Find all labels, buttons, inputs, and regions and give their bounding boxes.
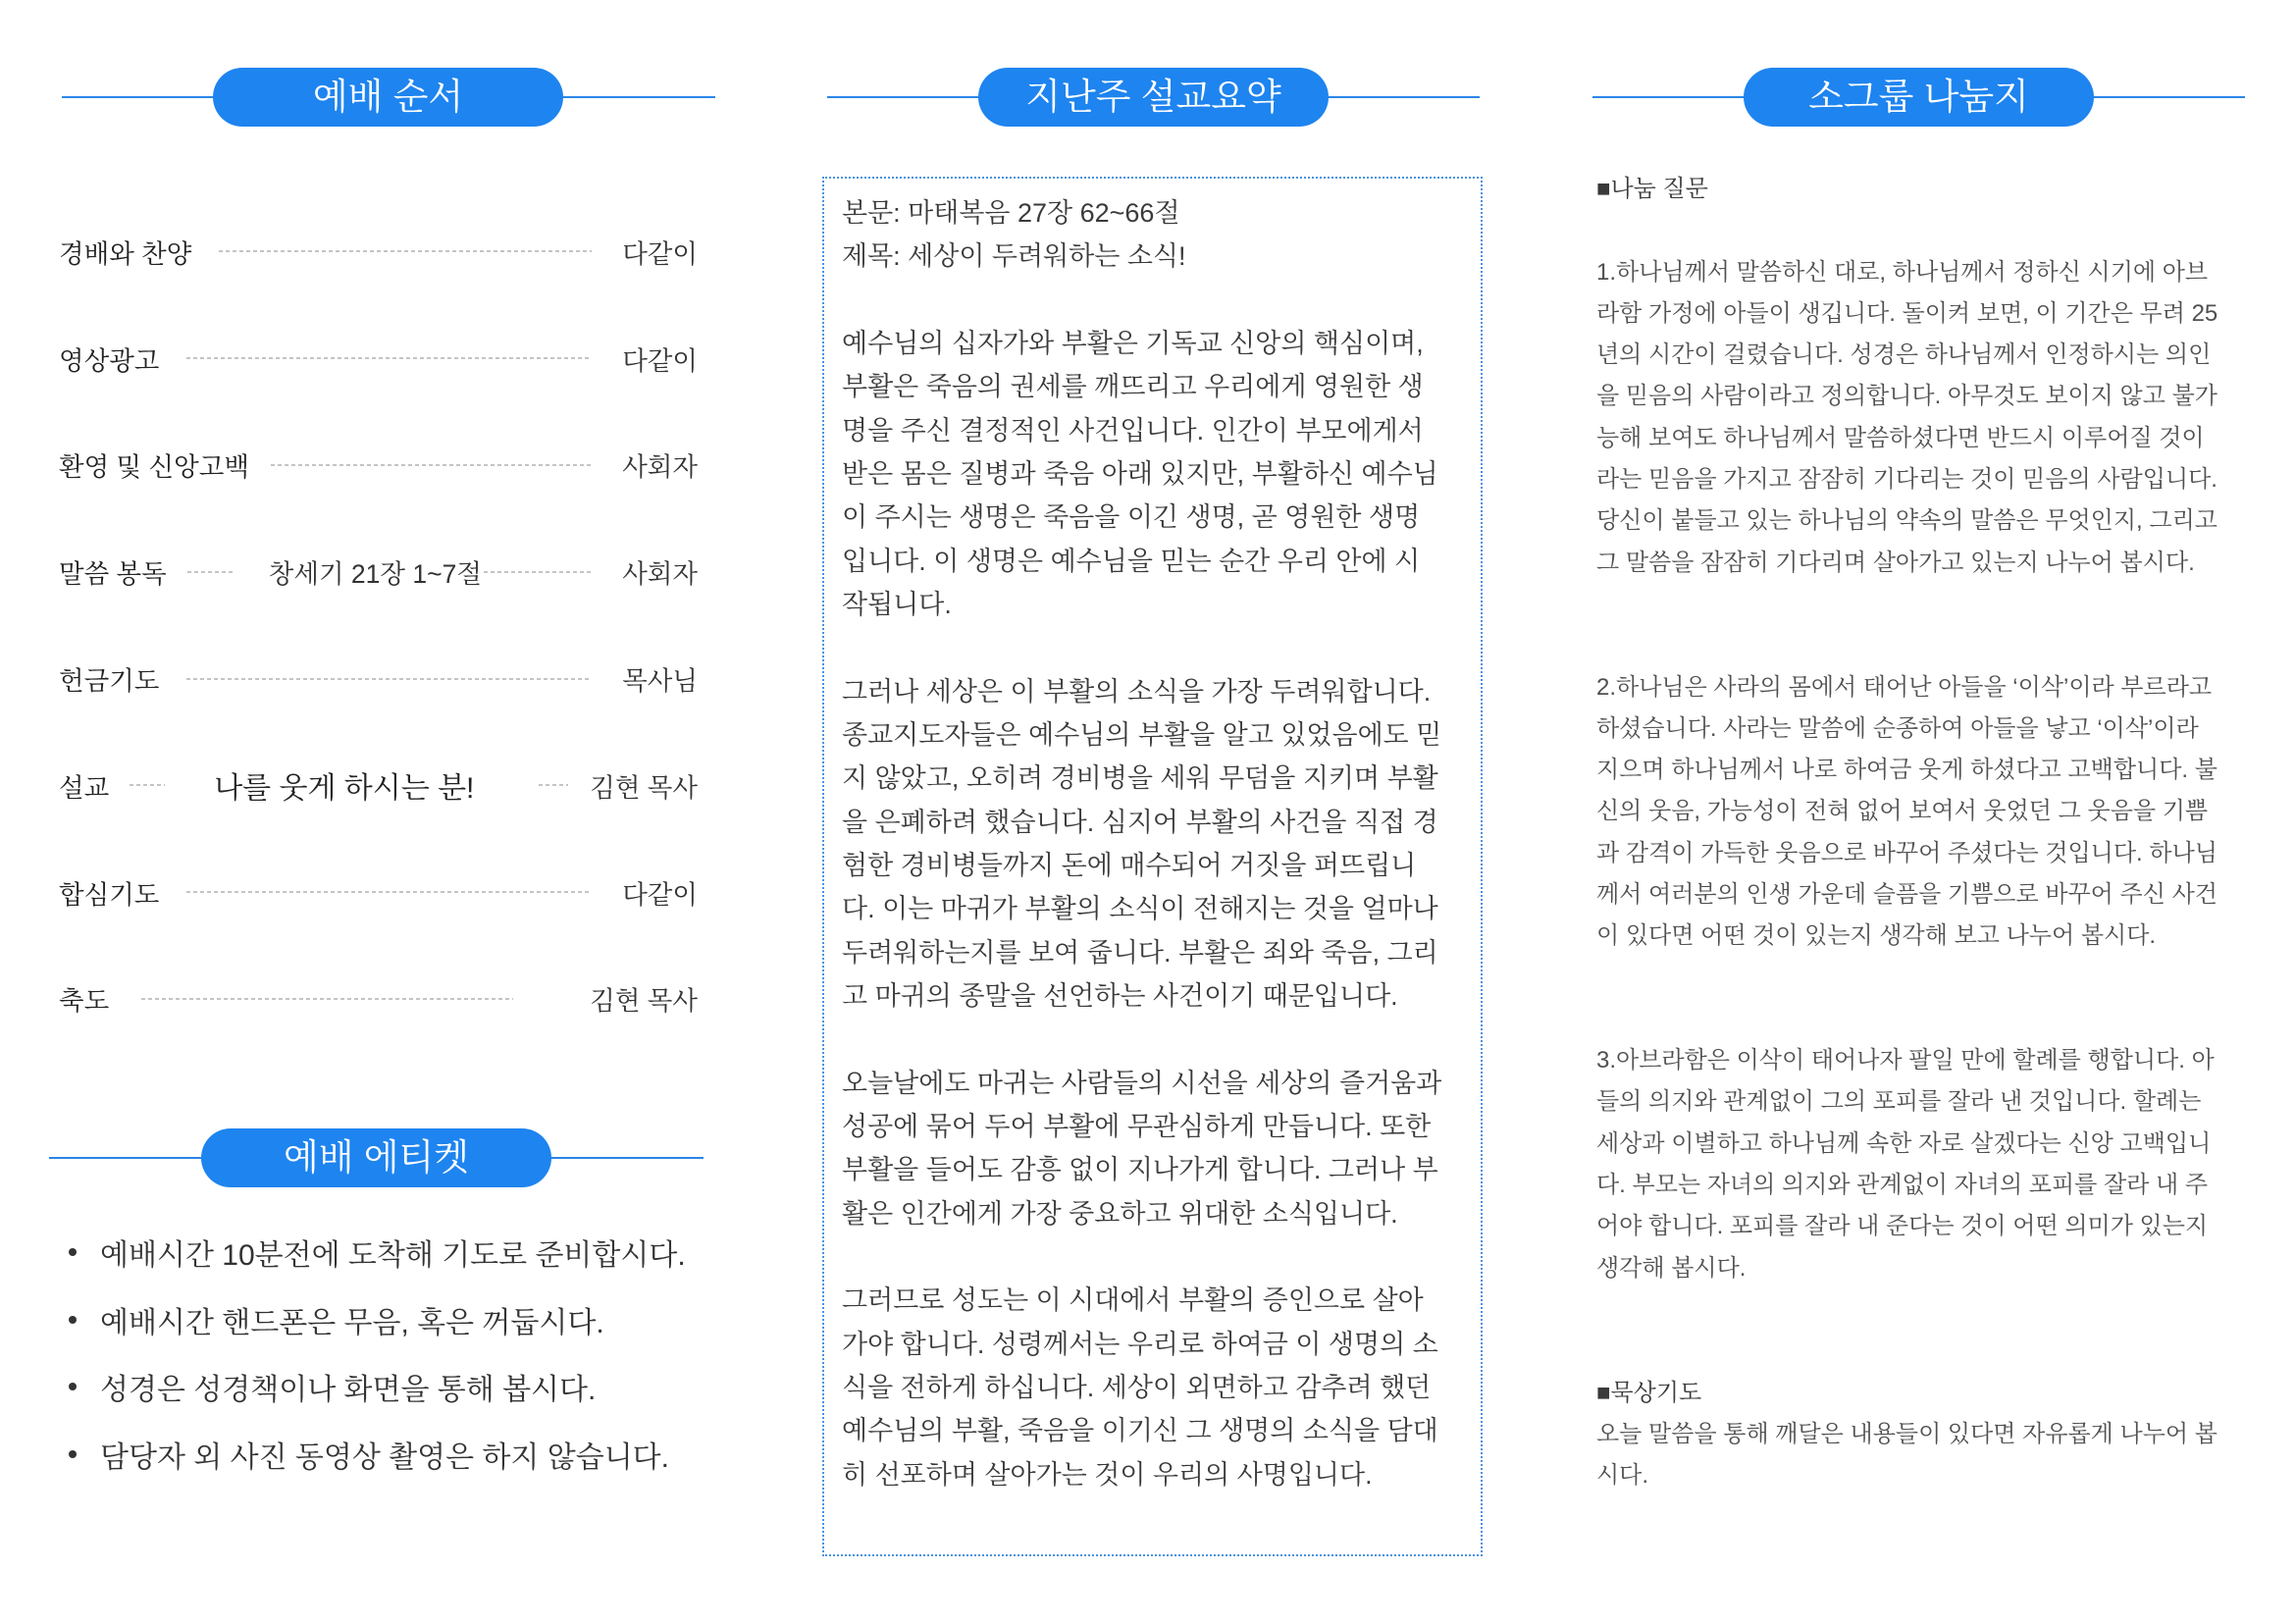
etiquette-list: [59, 1219, 765, 1488]
text-line: 이 있다면 어떤 것이 있는지 생각해 보고 나누어 봅시다.: [1596, 922, 2157, 950]
text-line: 생각해 봅시다.: [1596, 1254, 1747, 1282]
text-line: 어야 합니다. 포피를 잘라 내 준다는 것이 어떤 의미가 있는지: [1596, 1213, 2209, 1240]
text-line: 지으며 하나님께서 나로 하여금 웃게 하셨다고 고백합니다. 불: [1596, 757, 2218, 784]
leader-dashes: [186, 891, 592, 893]
order-item-leader: 사회자: [622, 559, 698, 590]
text-line: 예수님의 부활, 죽음을 이기신 그 생명의 소식을 담대: [842, 1416, 1438, 1446]
text-line: 두려워하는지를 보여 줍니다. 부활은 죄와 죽음, 그리: [842, 937, 1438, 968]
text-line: 부활을 들어도 감흥 없이 지나가게 합니다. 그러나 부: [842, 1155, 1438, 1185]
sermon-paragraph: [842, 322, 1471, 626]
sermon-summary-title: 지난주 설교요약: [978, 68, 1329, 127]
text-line: 받은 몸은 질병과 죽음 아래 있지만, 부활하신 예수님: [842, 458, 1438, 489]
sharing-question: [1596, 1040, 2283, 1289]
order-item-label: 합심기도: [59, 879, 160, 910]
scripture-reference: 본문: 마태복음 27장 62~66절: [842, 198, 1180, 228]
sharing-questions-heading: ■나눔 질문: [1596, 176, 1708, 202]
etiquette-text: 예배시간 10분전에 도착해 기도로 준비합시다.: [100, 1239, 686, 1273]
order-item-leader: 다같이: [622, 345, 698, 376]
text-line: 하셨습니다. 사라는 말씀에 순종하여 아들을 낳고 ‘이삭’이라: [1596, 714, 2199, 742]
order-item-label: 말씀 봉독: [59, 559, 167, 590]
leader-dashes: [186, 357, 592, 359]
text-line: 세상과 이별하고 하나님께 속한 자로 살겠다는 신앙 고백입니: [1596, 1129, 2212, 1157]
text-line: 가야 합니다. 성령께서는 우리로 하여금 이 생명의 소: [842, 1329, 1438, 1359]
order-item-label: 축도: [59, 986, 110, 1017]
etiquette-text: 예배시간 핸드폰은 무음, 혹은 꺼둡시다.: [100, 1306, 604, 1339]
scripture-passage: 창세기 21장 1~7절: [268, 559, 482, 590]
order-item: [59, 839, 698, 946]
order-item-leader: 다같이: [622, 879, 698, 910]
leader-dashes: [141, 998, 513, 1000]
sharing-question-list: [1596, 252, 2283, 1289]
order-item: [59, 625, 698, 732]
list-item: [59, 1421, 765, 1489]
sermon-title: 제목: 세상이 두려워하는 소식!: [842, 241, 1186, 272]
text-line: 다. 이는 마귀가 부활의 소식이 전해지는 것을 얼마나: [842, 894, 1438, 924]
small-group-sharing: [1596, 169, 2283, 1496]
order-item: [59, 946, 698, 1053]
text-line: 명을 주신 결정적인 사건입니다. 인간이 부모에게서: [842, 415, 1424, 445]
order-item: [59, 305, 698, 412]
order-item-leader: 김현 목사: [590, 986, 698, 1017]
text-line: 그 말씀을 잠잠히 기다리며 살아가고 있는지 나누어 봅시다.: [1596, 549, 2195, 576]
text-line: 3.아브라함은 이삭이 태어나자 팔일 만에 할례를 행합니다. 아: [1596, 1047, 2215, 1074]
sharing-question: [1596, 252, 2283, 584]
order-item-label: 헌금기도: [59, 666, 160, 697]
text-line: 년의 시간이 걸렸습니다. 성경은 하나님께서 인정하시는 의인: [1596, 341, 2212, 369]
bullet-dot: [69, 1248, 77, 1256]
text-line: 을 믿음의 사람이라고 정의합니다. 아무것도 보이지 않고 불가: [1596, 383, 2218, 410]
text-line: 작됩니다.: [842, 589, 952, 619]
text-line: 그러므로 성도는 이 시대에서 부활의 증인으로 살아: [842, 1285, 1424, 1316]
order-item-leader: 목사님: [622, 666, 698, 697]
sermon-paragraph: [842, 1279, 1471, 1496]
text-line: 히 선포하며 살아가는 것이 우리의 사명입니다.: [842, 1459, 1373, 1490]
small-group-title: 소그룹 나눔지: [1744, 68, 2094, 127]
text-line: 당신이 붙들고 있는 하나님의 약속의 말씀은 무엇인지, 그리고: [1596, 507, 2218, 535]
text-line: 예수님의 십자가와 부활은 기독교 신앙의 핵심이며,: [842, 328, 1424, 358]
etiquette-text: 담당자 외 사진 동영상 촬영은 하지 않습니다.: [100, 1441, 669, 1474]
text-line: 험한 경비병들까지 돈에 매수되어 거짓을 퍼뜨립니: [842, 850, 1417, 880]
text-line: 라함 가정에 아들이 생깁니다. 돌이켜 보면, 이 기간은 무려 25: [1596, 299, 2218, 327]
sermon-title-text: 나를 웃게 하시는 분!: [214, 772, 475, 806]
order-item-leader: 다같이: [622, 238, 698, 269]
text-line: 부활은 죽음의 권세를 깨뜨리고 우리에게 영원한 생: [842, 372, 1424, 402]
text-line: 께서 여러분의 인생 가운데 슬픔을 기쁨으로 바꾸어 주신 사건: [1596, 881, 2218, 909]
order-item: [59, 412, 698, 519]
bullet-dot: [69, 1383, 77, 1390]
order-item-label: 환영 및 신앙고백: [59, 452, 249, 483]
text-line: 라는 믿음을 가지고 잠잠히 기다리는 것이 믿음의 사람입니다.: [1596, 466, 2218, 494]
order-item-label: 설교: [59, 772, 110, 803]
order-item: [59, 198, 698, 305]
list-item: [59, 1353, 765, 1421]
order-item: [59, 732, 698, 839]
order-item: [59, 518, 698, 625]
text-line: 들의 의지와 관계없이 그의 포피를 잘라 낸 것입니다. 할례는: [1596, 1088, 2202, 1116]
text-line: 다. 부모는 자녀의 의지와 관계없이 자녀의 포피를 잘라 내 주: [1596, 1172, 2209, 1199]
leader-dashes: [539, 784, 568, 786]
text-line: 성공에 묶어 두어 부활에 무관심하게 만듭니다. 또한: [842, 1111, 1432, 1141]
text-line: 그러나 세상은 이 부활의 소식을 가장 두려워합니다.: [842, 676, 1432, 707]
text-line: 과 감격이 가득한 웃음으로 바꾸어 주셨다는 것입니다. 하나님: [1596, 839, 2218, 866]
meditation-prayer-heading: ■묵상기도: [1596, 1379, 1702, 1406]
sermon-paragraph: [842, 1062, 1471, 1235]
text-line: 이 주시는 생명은 죽음을 이긴 생명, 곧 영원한 생명: [842, 502, 1421, 533]
worship-order-list: [59, 198, 698, 1052]
leader-dashes: [186, 678, 592, 680]
leader-dashes: [219, 250, 592, 252]
meditation-prayer-text: [1596, 1414, 2283, 1497]
sermon-summary-box: [822, 177, 1483, 1556]
order-item-leader: 김현 목사: [590, 772, 698, 803]
list-item: [59, 1219, 765, 1286]
text-line: 식을 전하게 하십니다. 세상이 외면하고 감추려 했던: [842, 1372, 1432, 1402]
text-line: 입니다. 이 생명은 예수님을 믿는 순간 우리 안에 시: [842, 546, 1421, 576]
text-line: 고 마귀의 종말을 선언하는 사건이기 때문입니다.: [842, 980, 1398, 1011]
text-line: 종교지도자들은 예수님의 부활을 알고 있었음에도 믿: [842, 719, 1442, 750]
etiquette-title: 예배 에티켓: [201, 1128, 551, 1187]
bullet-dot: [69, 1450, 77, 1458]
worship-order-title: 예배 순서: [213, 68, 563, 127]
order-item-label: 영상광고: [59, 345, 160, 376]
text-line: 시다.: [1596, 1462, 1649, 1490]
leader-dashes: [484, 571, 592, 573]
leader-dashes: [271, 464, 592, 466]
sermon-paragraphs: [842, 322, 1471, 1496]
leader-dashes: [130, 784, 165, 786]
text-line: 오늘날에도 마귀는 사람들의 시선을 세상의 즐거움과: [842, 1068, 1442, 1098]
leader-dashes: [187, 571, 233, 573]
text-line: 지 않았고, 오히려 경비병을 세워 무덤을 지키며 부활: [842, 763, 1438, 794]
order-item-leader: 사회자: [622, 452, 698, 483]
etiquette-text: 성경은 성경책이나 화면을 통해 봅시다.: [100, 1374, 597, 1407]
bullet-dot: [69, 1316, 77, 1324]
sharing-question: [1596, 667, 2283, 958]
text-line: 2.하나님은 사라의 몸에서 태어난 아들을 ‘이삭’이라 부르라고: [1596, 673, 2213, 701]
order-item-label: 경배와 찬양: [59, 238, 192, 269]
text-line: 을 은폐하려 했습니다. 심지어 부활의 사건을 직접 경: [842, 807, 1438, 837]
list-item: [59, 1286, 765, 1354]
text-line: 능해 보여도 하나님께서 말씀하셨다면 반드시 이루어질 것이: [1596, 424, 2205, 451]
text-line: 1.하나님께서 말씀하신 대로, 하나님께서 정하신 시기에 아브: [1596, 258, 2209, 286]
text-line: 활은 인간에게 가장 중요하고 위대한 소식입니다.: [842, 1198, 1398, 1229]
text-line: 신의 웃음, 가능성이 전혀 없어 보여서 웃었던 그 웃음을 기쁨: [1596, 798, 2209, 825]
text-line: 오늘 말씀을 통해 깨달은 내용들이 있다면 자유롭게 나누어 봅: [1596, 1420, 2218, 1447]
sermon-paragraph: [842, 670, 1471, 1019]
